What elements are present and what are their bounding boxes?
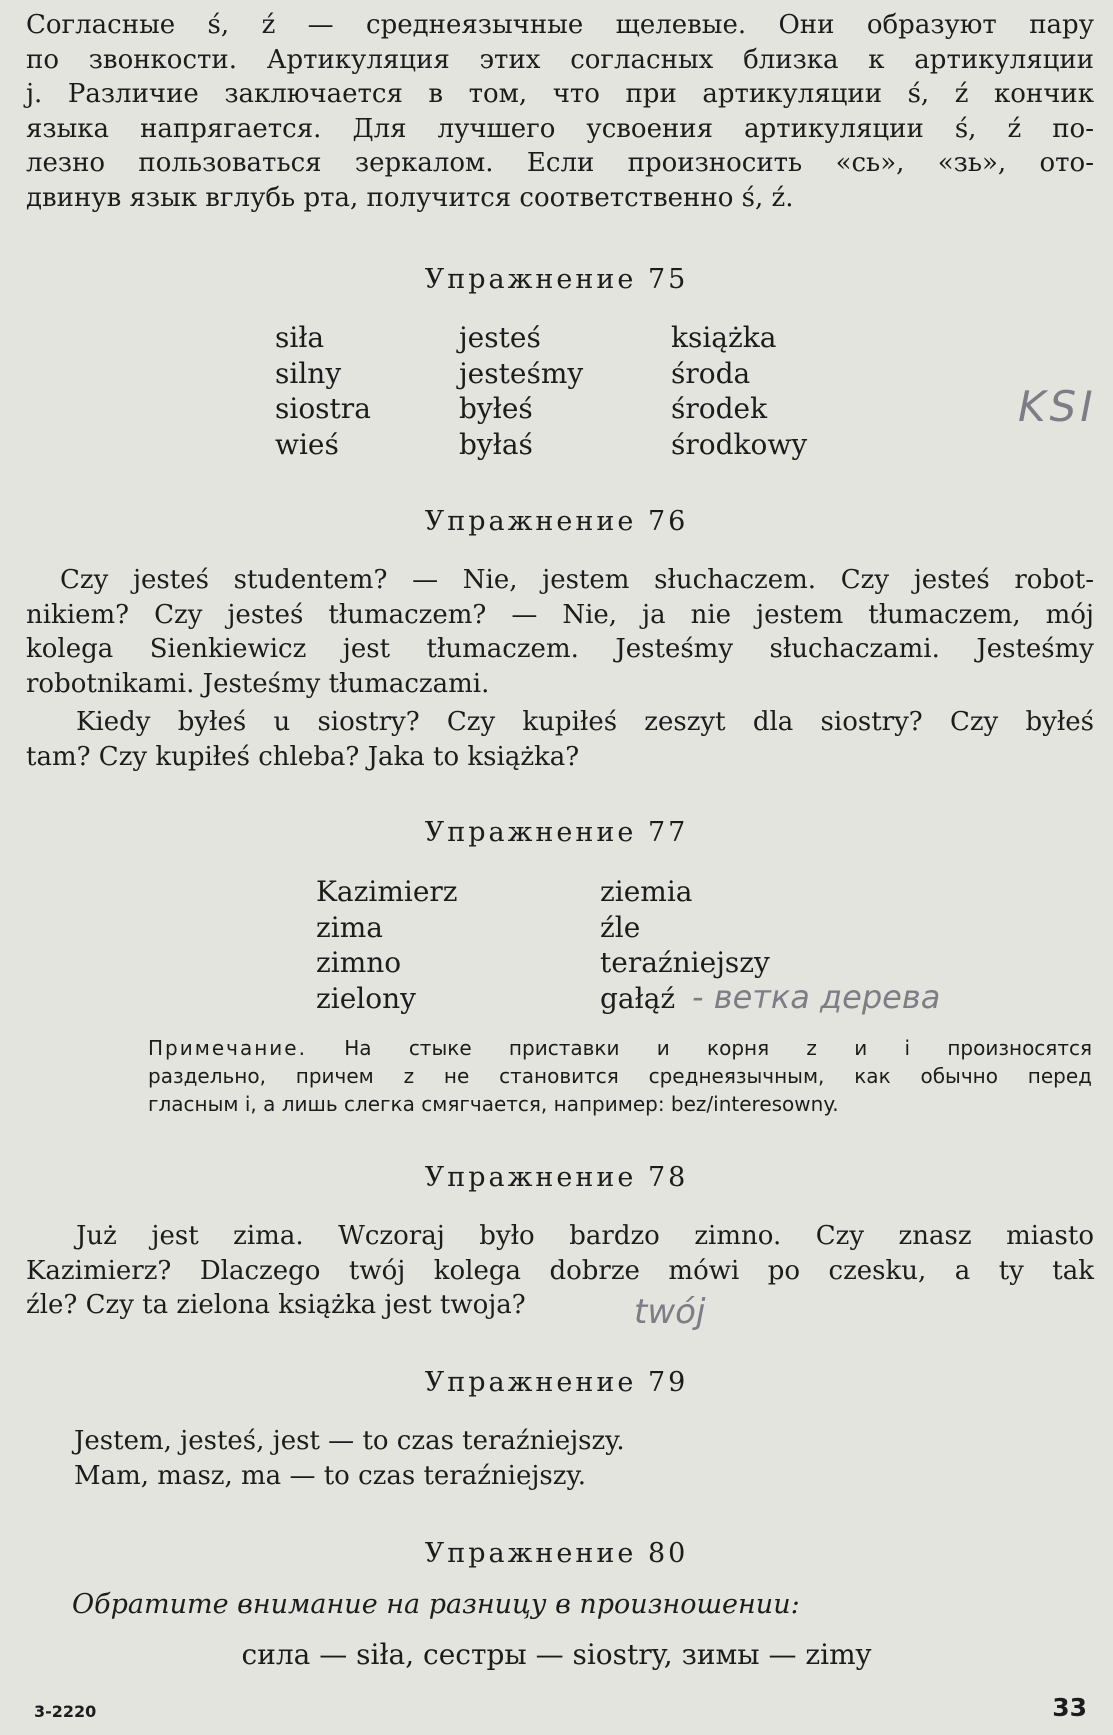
word: jesteś xyxy=(459,321,541,354)
word: źle xyxy=(600,910,641,944)
handwritten-translation-note: - ветка дерева xyxy=(692,978,941,1016)
page-number: 33 xyxy=(1052,1693,1087,1722)
word: środa xyxy=(671,356,751,390)
text-line: Kazimierz? Dlaczego twój kolega dobrze mówi po czesku, a ty tak xyxy=(26,1255,1094,1286)
word: siła xyxy=(275,321,325,354)
print-code: 3-2220 xyxy=(34,1702,97,1721)
text-line: Kiedy byłeś u siostry? Czy kupiłeś zeszyt dla siostry? Czy byłeś xyxy=(76,707,1094,737)
word-column-2 xyxy=(459,320,583,462)
exercise-75-heading: Упражнение 75 xyxy=(424,264,689,295)
word-column-3 xyxy=(671,320,807,462)
exercise-76-heading: Упражнение 76 xyxy=(424,506,689,537)
word: byłaś xyxy=(459,427,533,461)
note-line: гласным i, а лишь слегка смягчается, например: bez/interesowny. xyxy=(148,1092,839,1116)
text-line: языка напрягается. Для лучшего усвоения артикуляции ś, ź по- xyxy=(26,113,1094,144)
exercise-78-paragraph xyxy=(26,1219,1094,1323)
word: środkowy xyxy=(671,427,808,461)
text-line: Jestem, jesteś, jest — to czas teraźniejszy. xyxy=(74,1426,625,1456)
note-text: На стыке приставки и корня z и i произносятся xyxy=(344,1036,1093,1060)
exercise-80-example: сила — siła, сестры — siostry, зимы — zimy xyxy=(241,1638,872,1671)
word: gałąź xyxy=(600,981,676,1015)
word: zima xyxy=(316,910,383,944)
exercise-77-note xyxy=(148,1034,1092,1118)
text-line: Mam, masz, ma — to czas teraźniejszy. xyxy=(74,1460,586,1491)
word: ziemia xyxy=(600,875,693,908)
exercise-79-heading: Упражнение 79 xyxy=(424,1367,689,1398)
text-line: Czy jesteś studentem? — Nie, jestem słuchaczem. Czy jesteś robot- xyxy=(60,565,1094,595)
text-line: двинув язык вглубь рта, получится соответственно ś, ź. xyxy=(26,182,794,213)
word: silny xyxy=(275,356,342,390)
text-line: лезно пользоваться зеркалом. Если произносить «сь», «зь», ото- xyxy=(26,148,1094,178)
exercise-80-instruction: Обратите внимание на разницу в произношении: xyxy=(72,1589,800,1620)
word: wieś xyxy=(275,427,339,461)
note-label: Примечание. xyxy=(148,1036,307,1060)
note-line: раздельно, причем z не становится среднеязычным, как обычно перед xyxy=(148,1064,1092,1088)
exercise-77-heading: Упражнение 77 xyxy=(424,817,689,848)
text-line: źle? Czy ta zielona książka jest twoja? xyxy=(26,1290,526,1320)
text-line: j. Различие заключается в том, что при артикуляции ś, ź кончик xyxy=(26,79,1094,109)
exercise-80-heading: Упражнение 80 xyxy=(424,1538,689,1569)
exercise-76-paragraph-2 xyxy=(26,705,1094,774)
exercise-76-paragraph-1 xyxy=(26,563,1094,701)
word: jesteśmy xyxy=(459,356,584,390)
word: byłeś xyxy=(459,392,533,425)
note-line xyxy=(148,1034,1092,1062)
word: środek xyxy=(671,392,768,425)
text-line: по звонкости. Артикуляция этих согласных близка к артикуляции xyxy=(26,44,1094,75)
handwritten-margin-note: KSI xyxy=(1018,382,1097,431)
text-line: robotnikami. Jesteśmy tłumaczami. xyxy=(26,668,490,699)
word: zimno xyxy=(316,946,402,979)
exercise-78-heading: Упражнение 78 xyxy=(424,1162,689,1193)
word: Kazimierz xyxy=(316,875,458,908)
word-column-1 xyxy=(316,874,458,1016)
word: zielony xyxy=(316,981,416,1015)
text-line: Już jest zima. Wczoraj było bardzo zimno. Czy znasz miasto xyxy=(76,1221,1094,1251)
word: teraźniejszy xyxy=(600,946,770,979)
word: siostra xyxy=(275,392,371,425)
text-line: kolega Sienkiewicz jest tłumaczem. Jesteśmy słuchaczami. Jesteśmy xyxy=(26,634,1094,664)
word: książka xyxy=(671,321,777,354)
text-line: Согласные ś, ź — среднеязычные щелевые. Они образуют пару xyxy=(26,10,1094,40)
intro-paragraph xyxy=(26,8,1094,215)
text-line: nikiem? Czy jesteś tłumaczem? — Nie, ja nie jestem tłumaczem, mój xyxy=(26,599,1094,630)
exercise-79-paragraph xyxy=(74,1424,1074,1493)
handwritten-word-note: twój xyxy=(634,1292,706,1332)
word-column-1 xyxy=(275,320,371,462)
text-line: tam? Czy kupiłeś chleba? Jaka to książka? xyxy=(26,741,580,772)
